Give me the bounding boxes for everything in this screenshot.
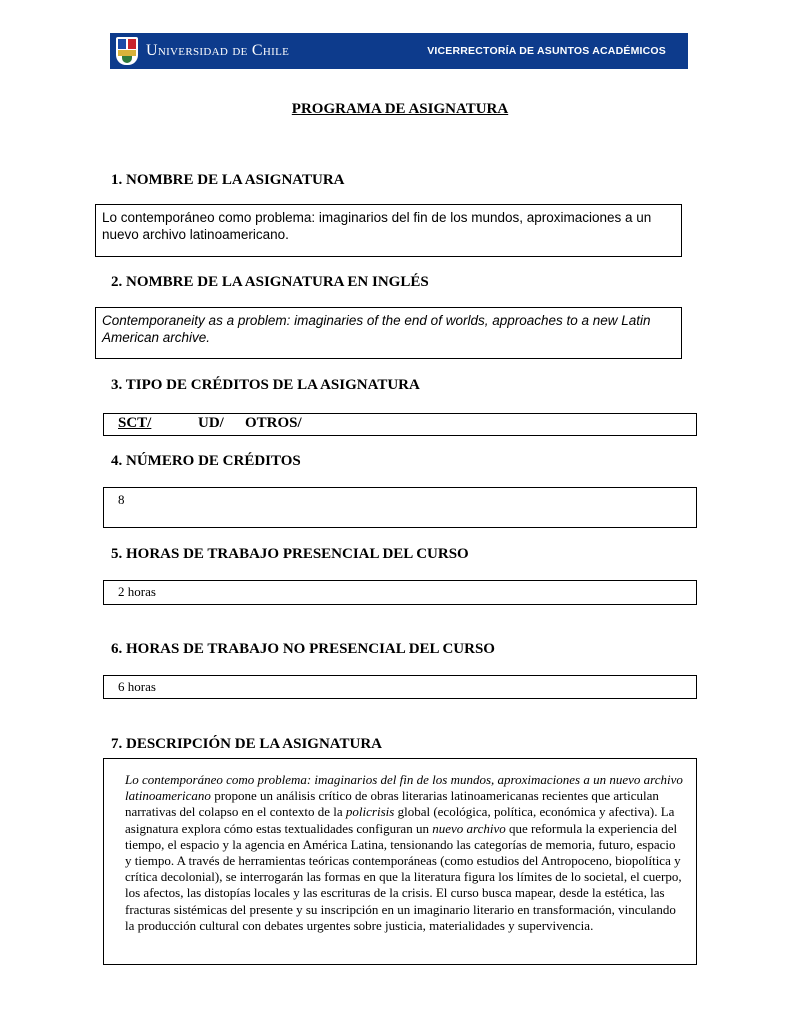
credit-type-box [103, 413, 697, 436]
university-crest-icon [116, 37, 138, 65]
description-box [103, 758, 697, 965]
description-text-1: propone un análisis crítico de obras literarias latinoamericanas recientes que articulan narrativas del colapso en el contexto de la [125, 788, 659, 820]
credit-number-value: 8 [118, 492, 125, 507]
non-presential-hours-value: 6 horas [118, 679, 156, 694]
english-name-box [95, 307, 682, 359]
description-text-3: que reformula la experiencia del tiempo, el espacio y la agencia en América Latina, tensionando las categorías de memoria, futuro, espacio y tiempo. A través de herramientas teóricas contemporáneas (como estudios del Antropoceno, biopolítica y crítica decolonial), se interrogarán las formas en que la literatura figura los límites de lo societal, el cuerpo, los afectos, las distopías locales y las escrituras de la crisis. El curso busca mapear, desde la estética, las fracturas sistémicas del presente y su inscripción en un imaginario literario en transformación, vinculando la producción cultural con debates urgentes sobre justicia, materialidades y supervivencia. [125, 820, 682, 933]
section-6-heading: 6. HORAS DE TRABAJO NO PRESENCIAL DEL CURSO [111, 641, 495, 657]
non-presential-hours-box [103, 675, 697, 699]
course-name-box [95, 204, 682, 257]
header-banner [110, 33, 688, 69]
vicerrectoria-label: VICERRECTORÍA DE ASUNTOS ACADÉMICOS [427, 45, 666, 57]
section-3-heading: 3. TIPO DE CRÉDITOS DE LA ASIGNATURA [111, 377, 420, 393]
document-title: PROGRAMA DE ASIGNATURA [291, 101, 509, 117]
credit-option-otros: OTROS/ [245, 415, 302, 431]
description-text-2: global (ecológica, política, económica y afectiva). La asignatura explora cómo estas textualidades configuran un [125, 804, 675, 836]
section-1-heading: 1. NOMBRE DE LA ASIGNATURA [111, 172, 345, 188]
section-2-heading: 2. NOMBRE DE LA ASIGNATURA EN INGLÉS [111, 274, 429, 290]
section-5-heading: 5. HORAS DE TRABAJO PRESENCIAL DEL CURSO [111, 546, 469, 562]
university-name: Universidad de Chile [146, 42, 290, 59]
description-italic-policrisis: policrisis [345, 804, 395, 820]
course-name-value: Lo contemporáneo como problema: imaginarios del fin de los mundos, aproximaciones a un nuevo archivo latinoamericano. [102, 210, 652, 242]
credit-option-sct: SCT/ [118, 415, 152, 431]
credit-number-box [103, 487, 697, 528]
presential-hours-value: 2 horas [118, 584, 156, 599]
section-7-heading: 7. DESCRIPCIÓN DE LA ASIGNATURA [111, 736, 383, 752]
description-italic-nuevo-archivo: nuevo archivo [432, 820, 506, 836]
section-4-heading: 4. NÚMERO DE CRÉDITOS [111, 453, 301, 469]
credit-option-ud: UD/ [198, 415, 224, 431]
description-course-title: Lo contemporáneo como problema: imaginarios del fin de los mundos, aproximaciones a un nuevo archivo latinoamericano [125, 772, 683, 804]
english-name-value: Contemporaneity as a problem: imaginaries of the end of worlds, approaches to a new Latin American archive. [102, 313, 651, 345]
presential-hours-box [103, 580, 697, 605]
